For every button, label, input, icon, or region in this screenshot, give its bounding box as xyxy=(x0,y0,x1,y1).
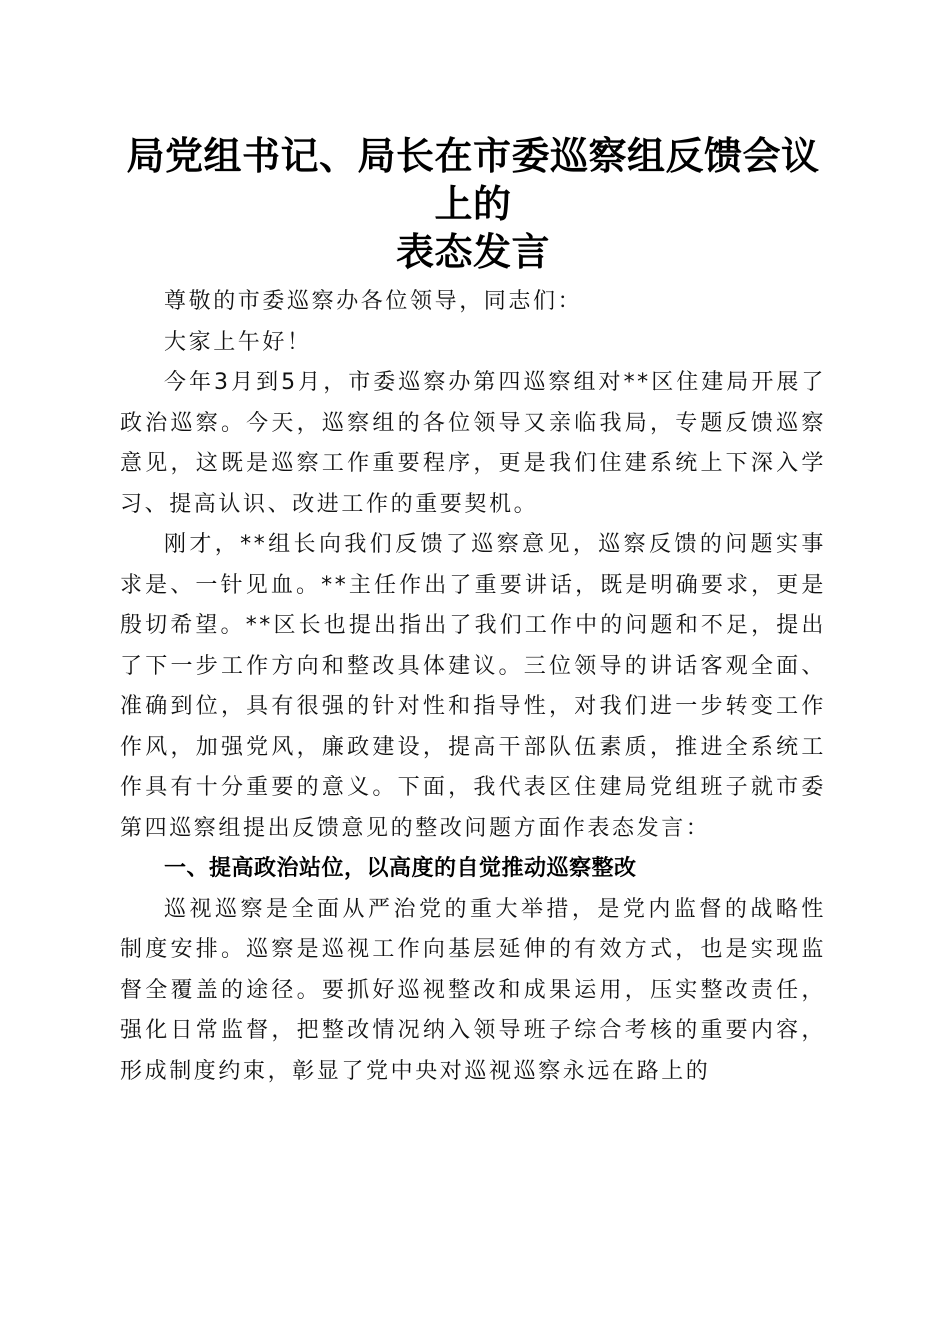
paragraph-intro: 今年3月到5月，市委巡察办第四巡察组对**区住建局开展了政治巡察。今天，巡察组的各位领导又亲临我局，专题反馈巡察意见，这既是巡察工作重要程序，更是我们住建系统上下深入学习、提高认识、改进工作的重要契机。 xyxy=(120,370,826,517)
section-1-paragraph: 巡视巡察是全面从严治党的重大举措，是党内监督的战略性制度安排。巡察是巡视工作向基层延伸的有效方式，也是实现监督全覆盖的途径。要抓好巡视整改和成果运用，压实整改责任，强化日常监督，把整改情况纳入领导班子综合考核的重要内容，形成制度约束，彰显了党中央对巡视巡察永远在路上的 xyxy=(120,896,826,1084)
greeting: 大家上午好！ xyxy=(164,329,312,355)
section-heading-1: 一、提高政治站位，以高度的自觉推动巡察整改 xyxy=(164,856,637,881)
document-body xyxy=(120,132,826,1092)
salutation: 尊敬的市委巡察办各位领导，同志们： xyxy=(164,289,583,314)
title-line-1: 局党组书记、局长在市委巡察组反馈会议上的 xyxy=(126,133,820,226)
title-line-2: 表态发言 xyxy=(395,229,550,274)
document-title xyxy=(120,132,826,276)
paragraph-feedback: 刚才，**组长向我们反馈了巡察意见，巡察反馈的问题实事求是、一针见血。**主任作出了重要讲话，既是明确要求，更是殷切希望。**区长也提出指出了我们工作中的问题和不足，提出了下一步工作方向和整改具体建议。三位领导的讲话客观全面、准确到位，具有很强的针对性和指导性，对我们进一步转变工作作风，加强党风，廉政建设，提高干部队伍素质，推进全系统工作具有十分重要的意义。下面，我代表区住建局党组班子就市委第四巡察组提出反馈意见的整改问题方面作表态发言： xyxy=(120,532,826,841)
